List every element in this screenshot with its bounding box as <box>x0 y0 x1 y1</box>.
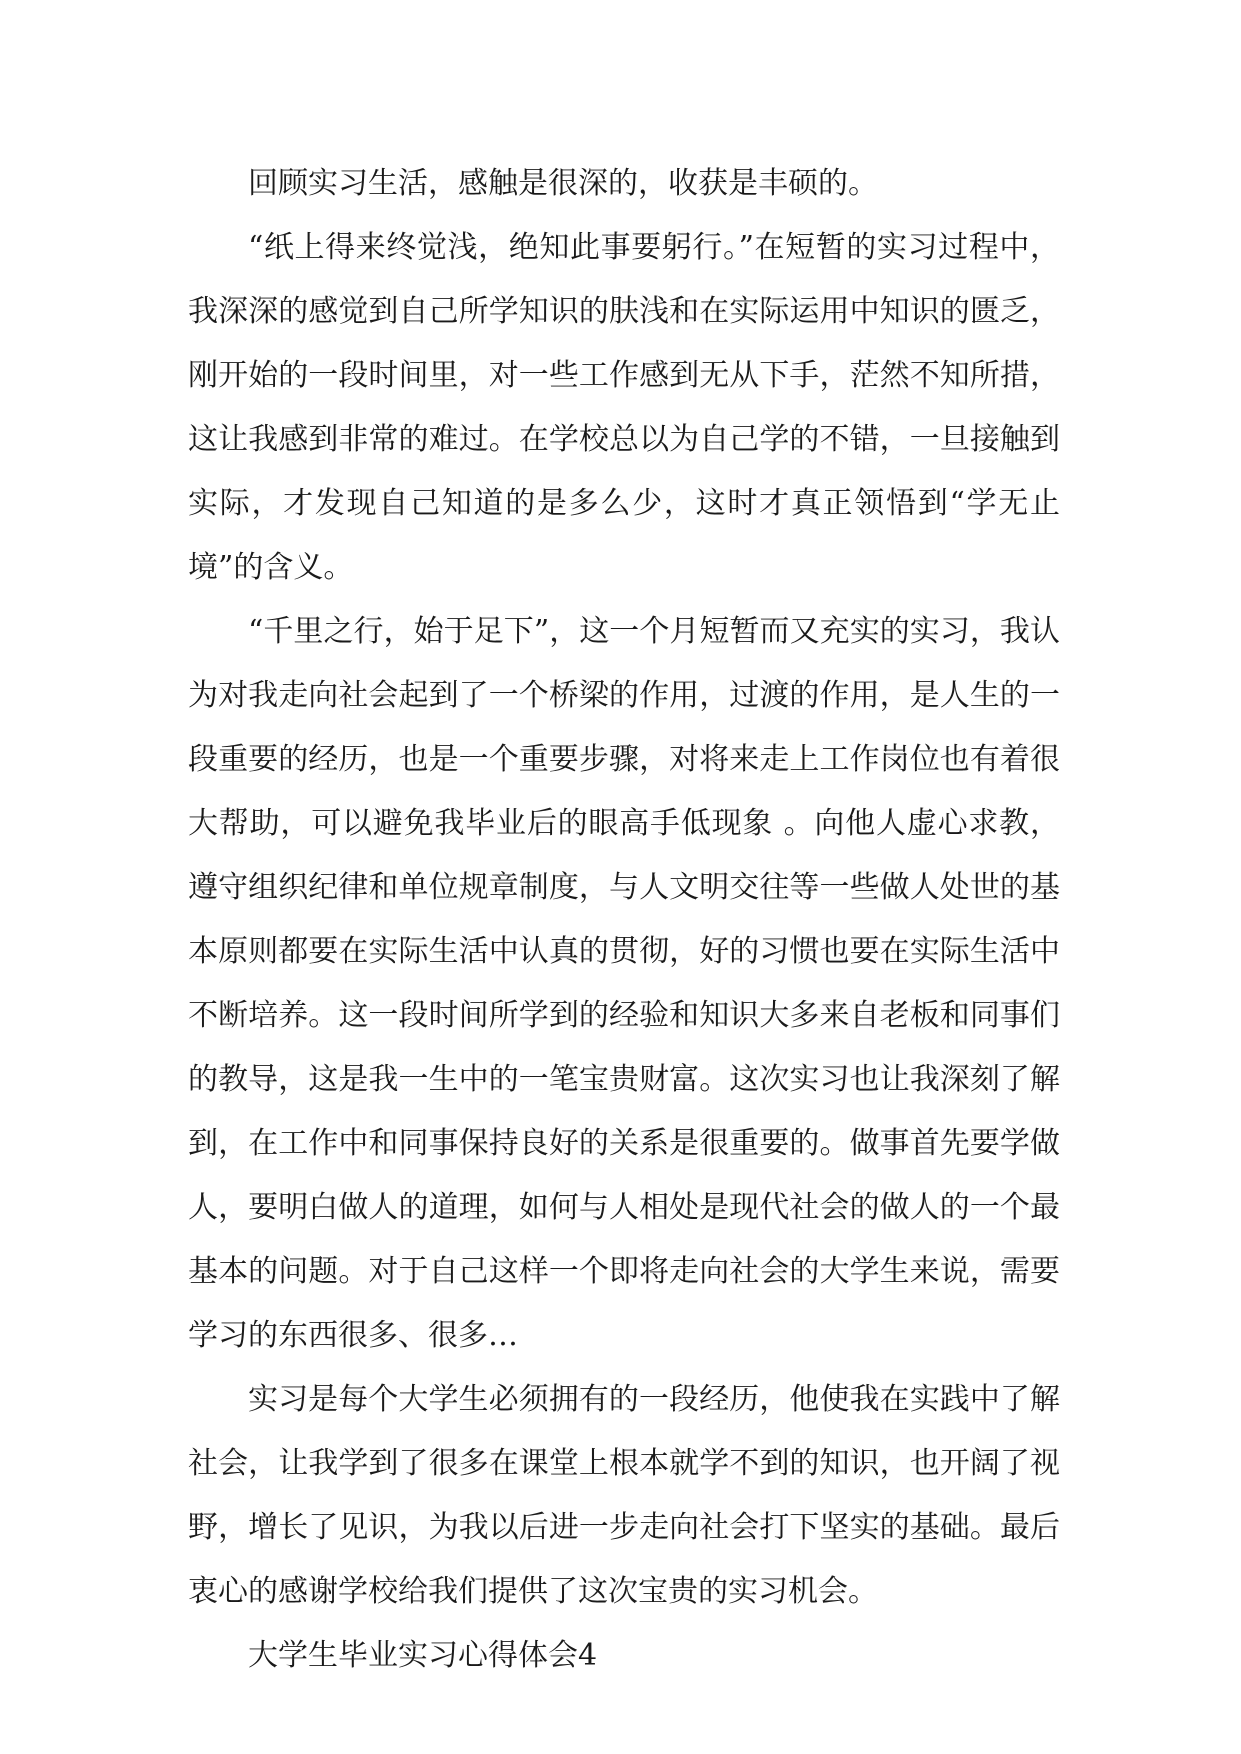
paragraph-1: 回顾实习生活，感触是很深的，收获是丰硕的。 <box>248 166 878 201</box>
paragraph-4: 实习是每个大学生必须拥有的一段经历，他使我在实践中了解社会，让我学到了很多在课堂上根本就学不到的知识，也开阔了视野，增长了见识，为我以后进一步走向社会打下坚实的基础。最后衷心的感谢学校给我们提供了这次宝贵的实习机会。 <box>188 1382 1060 1609</box>
section-heading: 大学生毕业实习心得体会4 <box>248 1638 598 1673</box>
paragraph-2: “纸上得来终觉浅，绝知此事要躬行。”在短暂的实习过程中，我深深的感觉到自己所学知识的肤浅和在实际运用中知识的匮乏，刚开始的一段时间里，对一些工作感到无从下手，茫然不知所措，这让我感到非常的难过。在学校总以为自己学的不错，一旦接触到实际，才发现自己知道的是多么少，这时才真正领悟到“学无止境”的含义。 <box>188 230 1060 585</box>
paragraph-3: “千里之行，始于足下”，这一个月短暂而又充实的实习，我认为对我走向社会起到了一个桥梁的作用，过渡的作用，是人生的一段重要的经历，也是一个重要步骤，对将来走上工作岗位也有着很大帮助，可以避免我毕业后的眼高手低现象 。向他人虚心求教，遵守组织纪律和单位规章制度，与人文明交往等一些做人处世的基本原则都要在实际生活中认真的贯彻，好的习惯也要在实际生活中不断培养。这一段时间所学到的经验和知识大多来自老板和同事们的教导，这是我一生中的一笔宝贵财富。这次实习也让我深刻了解到，在工作中和同事保持良好的关系是很重要的。做事首先要学做人，要明白做人的道理，如何与人相处是现代社会的做人的一个最基本的问题。对于自己这样一个即将走向社会的大学生来说，需要学习的东西很多、很多… <box>188 614 1060 1353</box>
document-body <box>188 152 1060 1688</box>
